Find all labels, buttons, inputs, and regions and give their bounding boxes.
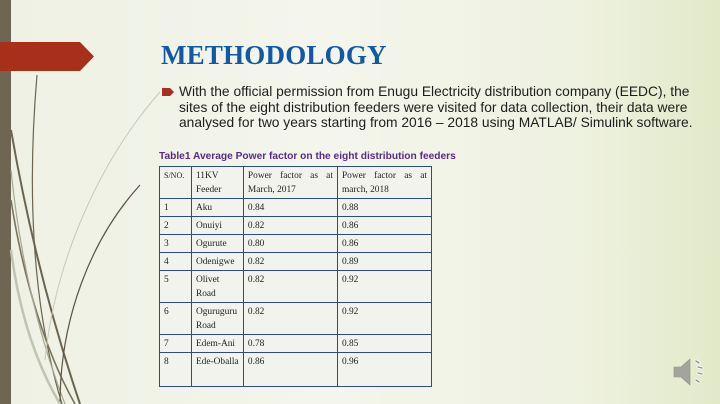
cell-pf-2017: 0.86 [243,353,337,387]
header-pf-2018 [337,167,431,199]
header-pf-2017-line2: March, 2017 [247,185,296,195]
cell-feeder-line1: Oguruguru [195,307,238,317]
cell-feeder-line1: Olivet [195,275,220,285]
power-factor-table [159,166,432,387]
arrow-bullet-icon [162,88,174,96]
table-row [160,199,432,217]
table-row [160,217,432,235]
cell-pf-2017: 0.78 [243,335,337,353]
cell-feeder [191,303,243,335]
cell-feeder: Edem-Ani [191,335,243,353]
cell-sno: 7 [160,335,192,353]
table-row [160,235,432,253]
cell-sno: 1 [160,199,192,217]
cell-feeder: Ogurute [191,235,243,253]
cell-pf-2018: 0.92 [337,303,431,335]
header-pf-2017 [243,167,337,199]
table-row [160,303,432,335]
cell-feeder [191,271,243,303]
cell-pf-2018: 0.86 [337,235,431,253]
bullet-point [162,84,702,131]
cell-pf-2017: 0.80 [243,235,337,253]
title-banner-arrow [0,42,94,71]
cell-feeder: Onuiyi [191,217,243,235]
header-pf-2018-line1: Power factor as at [341,171,427,181]
slide-title: METHODOLOGY [161,40,387,70]
table-row [160,253,432,271]
cell-feeder-line2: Road [195,321,216,331]
cell-feeder: Ede-Oballa [191,353,243,387]
table-row [160,335,432,353]
header-feeder [191,167,243,199]
table-row [160,271,432,303]
cell-sno: 6 [160,303,192,335]
table-caption: Table1 Average Power factor on the eight distribution feeders [159,151,456,162]
table-header-row [160,167,432,199]
cell-feeder: Odenigwe [191,253,243,271]
cell-sno: 4 [160,253,192,271]
cell-pf-2017: 0.82 [243,271,337,303]
cell-feeder: Aku [191,199,243,217]
header-pf-2017-line1: Power factor as at [247,171,333,181]
cell-pf-2018: 0.88 [337,199,431,217]
cell-pf-2018: 0.86 [337,217,431,235]
header-sno: S/NO. [160,167,192,199]
bullet-text: With the official permission from Enugu Electricity distribution company (EEDC), the sites of the eight distribution feeders were visited for data collection, their data were analysed for two years starting from 2016 – 2018 using MATLAB/ Simulink software. [179,84,693,131]
cell-sno: 8 [160,353,192,387]
header-pf-2018-line2: march, 2018 [341,185,389,195]
header-feeder-line2: Feeder [195,185,222,195]
cell-feeder-line2: Road [195,289,216,299]
cell-pf-2017: 0.82 [243,253,337,271]
cell-pf-2017: 0.84 [243,199,337,217]
header-feeder-line1: 11KV [195,171,219,181]
cell-pf-2018: 0.85 [337,335,431,353]
cell-sno: 2 [160,217,192,235]
cell-pf-2018: 0.96 [337,353,431,387]
cell-pf-2018: 0.89 [337,253,431,271]
cell-pf-2018: 0.92 [337,271,431,303]
cell-pf-2017: 0.82 [243,217,337,235]
table-row [160,353,432,387]
cell-sno: 3 [160,235,192,253]
cell-pf-2017: 0.82 [243,303,337,335]
speaker-icon[interactable] [672,354,708,390]
cell-sno: 5 [160,271,192,303]
